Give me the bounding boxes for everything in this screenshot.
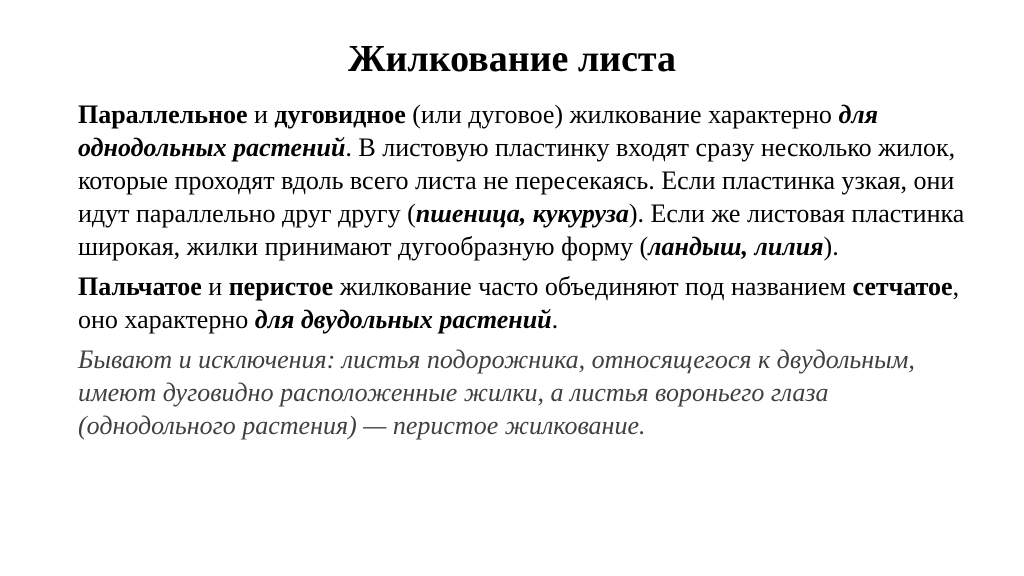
text-run: жилкование часто объединяют под названием [333,272,853,301]
paragraph-exceptions: Бывают и исключения: листья подорожника, относящегося к двудольным, имеют дуговидно расположенные жилки, а листья вороньего глаза (однодольного растения) — перистое жилкование. [78,345,915,440]
term-reticulate: сетчатое [852,272,953,301]
example-wheat-corn: пшеница, кукуруза [415,199,629,228]
emphasis-monocots: для однодольных растений [78,100,879,162]
example-lily: ландыш, лилия [648,232,824,261]
text-run: , оно характерно [78,272,960,334]
paragraph-palmate-pinnate [78,270,968,336]
term-arcuate: дуговидное [274,100,406,129]
term-pinnate: перистое [228,272,334,301]
text-run: ). [823,232,839,261]
term-palmate: Пальчатое [78,272,202,301]
text-run: . [551,305,559,334]
text-run: и [201,272,229,301]
text-run: ). Если же листовая пластинка широкая, жилки принимают дугообразную форму ( [78,199,965,261]
text-run: . В листовую пластинку входят сразу несколько жилок, которые проходят вдоль всего листа не пересекаясь. Если пластинка узкая, они идут параллельно друг другу ( [78,133,956,228]
slide-body [78,98,968,449]
text-run: (или дуговое) жилкование характерно [405,100,839,129]
slide-title: Жилкование листа [347,38,677,80]
emphasis-dicots: для двудольных растений [254,305,552,334]
term-parallel: Параллельное [78,100,248,129]
paragraph-parallel-arcuate [78,98,968,263]
text-run: и [247,100,275,129]
